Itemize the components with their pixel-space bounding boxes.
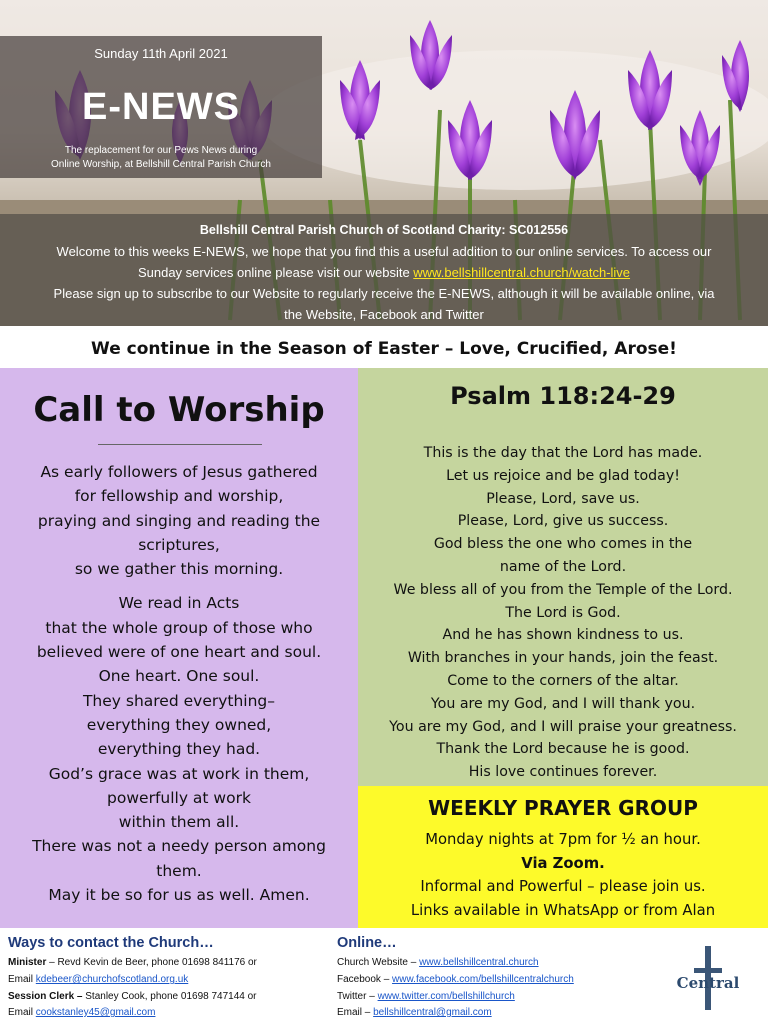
prayer-line-zoom: Via Zoom. [521,854,605,872]
prayer-group-title: WEEKLY PRAYER GROUP [428,796,698,820]
newsletter-subtitle [0,144,322,172]
text-line: There was not a needy person among [32,837,326,856]
psalm-line: You are my God, and I will thank you. [430,695,696,712]
text-line: scriptures, [138,535,220,554]
text-line: They shared everything– [82,691,276,710]
newsletter-title: E-NEWS [82,86,240,128]
twitter-prefix: Twitter – [337,991,378,1002]
online-heading: Online… [337,935,397,951]
watch-live-link[interactable]: www.bellshillcentral.church/watch-live [413,265,631,280]
header-banner [0,0,768,326]
minister-text: – Revd Kevin de Beer, phone 01698 841176 or [46,957,257,968]
text-line: powerfully at work [107,788,251,807]
prayer-group-panel [358,786,768,928]
text-line: within them all. [118,813,240,832]
text-line: everything they had. [97,740,261,759]
title-divider [98,444,262,445]
psalm-text [358,442,768,784]
psalm-line: You are my God, and I will praise your greatness. [389,718,737,735]
prayer-line: Informal and Powerful – please join us. [420,878,706,895]
call-to-worship-title: Call to Worship [33,390,325,430]
psalm-panel [358,368,768,786]
psalm-line: Please, Lord, give us success. [457,513,669,530]
text-line: May it be so for us as well. Amen. [48,886,310,905]
season-banner: We continue in the Season of Easter – Love, Crucified, Arose! [0,326,768,368]
paragraph [10,591,348,907]
website-line [337,957,539,968]
church-logo [676,944,740,1012]
psalm-line: We bless all of you from the Temple of the Lord. [393,581,733,598]
minister-email-link[interactable]: kdebeer@churchofscotland.org.uk [35,974,189,985]
paragraph [10,460,348,581]
email-prefix: Email [8,974,36,985]
psalm-line: Thank the Lord because he is good. [436,741,690,758]
email-prefix: Email – [337,1007,374,1018]
minister-label: Minister [8,957,47,968]
psalm-line: This is the day that the Lord has made. [423,445,703,461]
website-prefix: Church Website – [337,957,420,968]
title-box [0,36,322,178]
psalm-line: And he has shown kindness to us. [442,627,684,644]
charity-line: Bellshill Central Parish Church of Scotland Charity: SC012556 [199,223,569,237]
info-band [0,214,768,326]
welcome-text: Sunday services online please visit our website [137,265,414,280]
psalm-line: name of the Lord. [499,558,627,575]
psalm-line: His love continues forever. [468,764,658,781]
text-line: As early followers of Jesus gathered [40,463,318,481]
issue-date: Sunday 11th April 2021 [94,46,228,61]
footer [0,928,768,1024]
text-line: God’s grace was at work in them, [48,764,310,783]
facebook-line [337,974,574,985]
text-line: for fellowship and worship, [74,487,284,506]
text-line: We read in Acts [118,594,240,613]
subtitle-line: Online Worship, at Bellshill Central Parish Church [51,159,271,170]
psalm-title: Psalm 118:24-29 [450,382,676,410]
text-line: so we gather this morning. [74,560,284,579]
church-email-link[interactable]: bellshillcentral@gmail.com [373,1007,492,1018]
welcome-line: Welcome to this weeks E-NEWS, we hope that you find this a useful addition to our online services. To access our [56,244,712,259]
text-line: One heart. One soul. [98,667,260,686]
psalm-line: With branches in your hands, join the feast. [407,650,719,667]
psalm-line: The Lord is God. [505,604,621,621]
prayer-line: Monday nights at 7pm for ½ an hour. [425,831,701,848]
email-line [337,1007,492,1018]
psalm-line: Come to the corners of the altar. [447,672,679,689]
logo-text: Central [676,974,740,992]
psalm-line: Let us rejoice and be glad today! [446,467,680,484]
text-line: everything they owned, [86,715,272,734]
website-link[interactable]: www.bellshillcentral.church [419,957,539,968]
psalm-line: God bless the one who comes in the [433,536,693,553]
welcome-line-2 [0,262,768,283]
minister-line [8,957,257,968]
clerk-text: Stanley Cook, phone 01698 747144 or [82,991,257,1002]
facebook-prefix: Facebook – [337,974,393,985]
psalm-line: Please, Lord, save us. [486,490,640,507]
twitter-link[interactable]: www.twitter.com/bellshillchurch [377,991,515,1002]
clerk-line [8,991,257,1002]
facebook-link[interactable]: www.facebook.com/bellshillcentralchurch [392,974,574,985]
prayer-group-text [358,828,768,922]
signup-line: Please sign up to subscribe to our Website to regularly receive the E-NEWS, although it will be available online, via [53,286,715,301]
subtitle-line: The replacement for our Pews News during [64,145,258,156]
clerk-email-line [8,1007,155,1018]
email-prefix: Email [8,1007,36,1018]
call-to-worship-panel [0,368,358,928]
text-line: believed were of one heart and soul. [36,643,322,662]
call-to-worship-text [10,460,348,917]
text-line: them. [156,861,202,880]
prayer-line: Links available in WhatsApp or from Alan [410,901,716,919]
clerk-label: Session Clerk – [8,991,83,1002]
contact-heading: Ways to contact the Church… [8,935,214,951]
signup-line-2: the Website, Facebook and Twitter [284,307,484,322]
clerk-email-link[interactable]: cookstanley45@gmail.com [35,1007,156,1018]
twitter-line [337,991,515,1002]
text-line: praying and singing and reading the [37,511,321,530]
minister-email-line [8,974,188,985]
text-line: that the whole group of those who [45,618,313,637]
